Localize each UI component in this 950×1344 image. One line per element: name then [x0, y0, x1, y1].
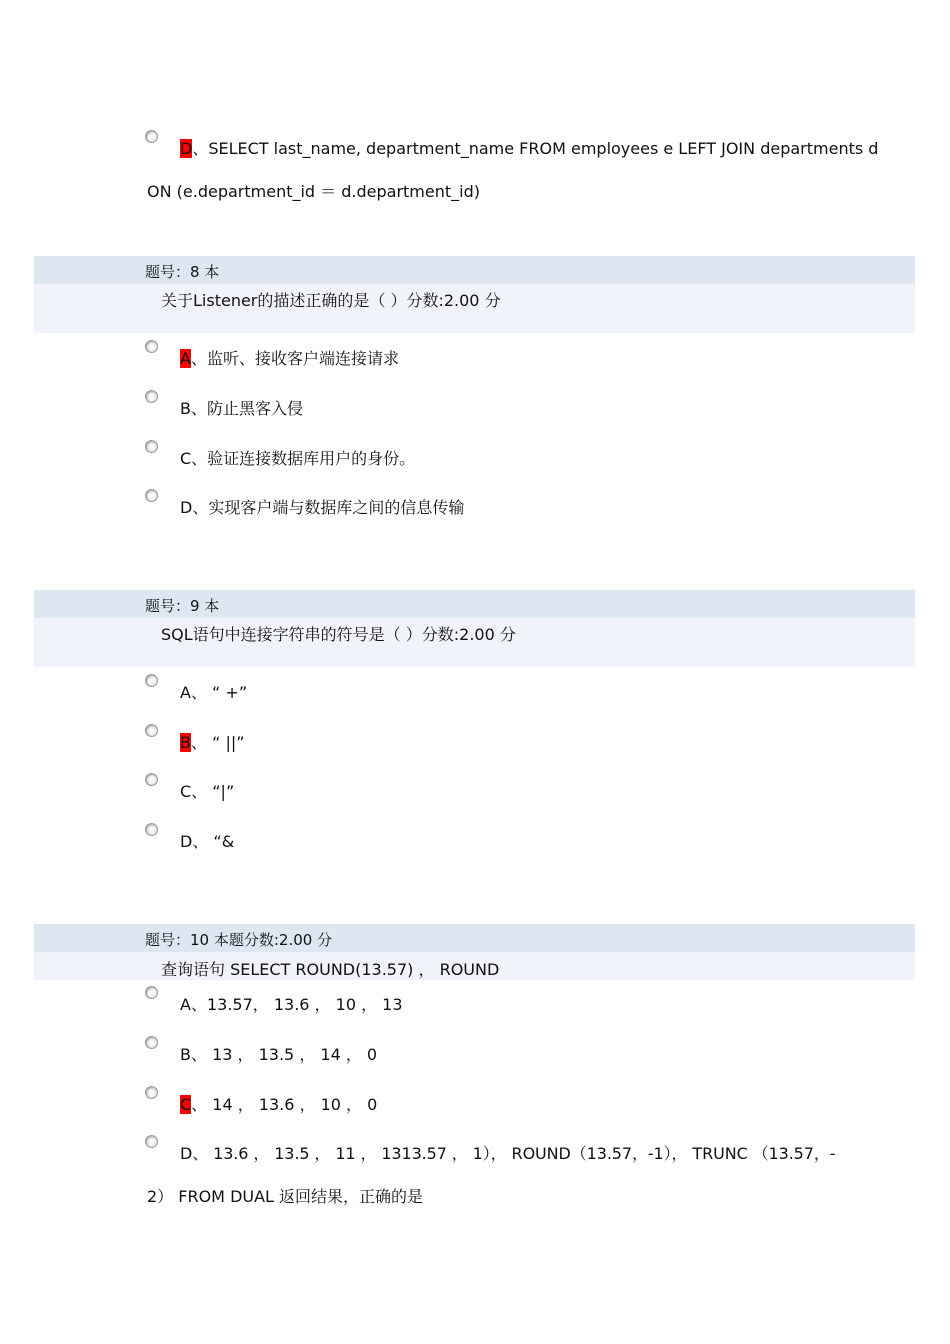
q9-option-d-radio[interactable]: [145, 823, 158, 836]
q9-option-a[interactable]: A、 “ +”: [180, 683, 248, 702]
question-8-number: 题号：8 本: [145, 263, 220, 281]
q8-option-c-radio[interactable]: [145, 440, 158, 453]
q10-option-a-radio[interactable]: [145, 986, 158, 999]
q8-option-d[interactable]: D、实现客户端与数据库之间的信息传输: [180, 498, 465, 517]
option-letter-selected: D: [180, 139, 193, 158]
q10-option-d[interactable]: D、 13.6 ， 13.5 ， 11 ， 1313.57 ， 1）， ROUND（13.57，-1）， TRUNC （13.57，-: [180, 1144, 836, 1163]
q8-option-d-radio[interactable]: [145, 489, 158, 502]
question-9-text: SQL语句中连接字符串的符号是（ ）分数:2.00 分: [161, 625, 516, 644]
q8-option-a-radio[interactable]: [145, 340, 158, 353]
q10-option-c[interactable]: C、 14 ， 13.6 ， 10 ， 0: [180, 1095, 378, 1114]
q9-option-a-radio[interactable]: [145, 674, 158, 687]
q9-option-b-radio[interactable]: [145, 724, 158, 737]
question-9-number: 题号：9 本: [145, 597, 220, 615]
q9-option-c[interactable]: C、 “|”: [180, 782, 235, 801]
option-d-radio[interactable]: [145, 130, 158, 143]
option-d-label: [180, 136, 878, 159]
option-text: 、SELECT last_name, department_name FROM employees e LEFT JOIN departments d: [192, 139, 879, 158]
q9-option-b[interactable]: B、 “ ||”: [180, 733, 245, 752]
q8-option-c[interactable]: C、验证连接数据库用户的身份。: [180, 449, 416, 468]
q8-option-a[interactable]: A、监听、接收客户端连接请求: [180, 349, 399, 368]
q9-option-c-radio[interactable]: [145, 773, 158, 786]
question-8-text: 关于Listener的描述正确的是（ ）分数:2.00 分: [161, 291, 501, 310]
option-d-continuation: ON (e.department_id ＝ d.department_id): [147, 182, 480, 201]
q10-option-b[interactable]: B、 13 ， 13.5 ， 14 ， 0: [180, 1045, 378, 1064]
q10-option-d-radio[interactable]: [145, 1135, 158, 1148]
question-10-number: 题号：10 本题分数:2.00 分: [145, 931, 333, 949]
q10-option-c-radio[interactable]: [145, 1086, 158, 1099]
q8-option-b-radio[interactable]: [145, 390, 158, 403]
question-10-text: 查询语句 SELECT ROUND(13.57) ， ROUND: [161, 960, 500, 979]
q8-option-b[interactable]: B、防止黑客入侵: [180, 399, 303, 418]
q9-option-d[interactable]: D、 “&: [180, 832, 235, 851]
q10-option-a[interactable]: A、13.57， 13.6 ， 10 ， 13: [180, 995, 403, 1014]
q10-option-b-radio[interactable]: [145, 1036, 158, 1049]
q10-continuation: 2） FROM DUAL 返回结果，正确的是: [147, 1187, 424, 1206]
